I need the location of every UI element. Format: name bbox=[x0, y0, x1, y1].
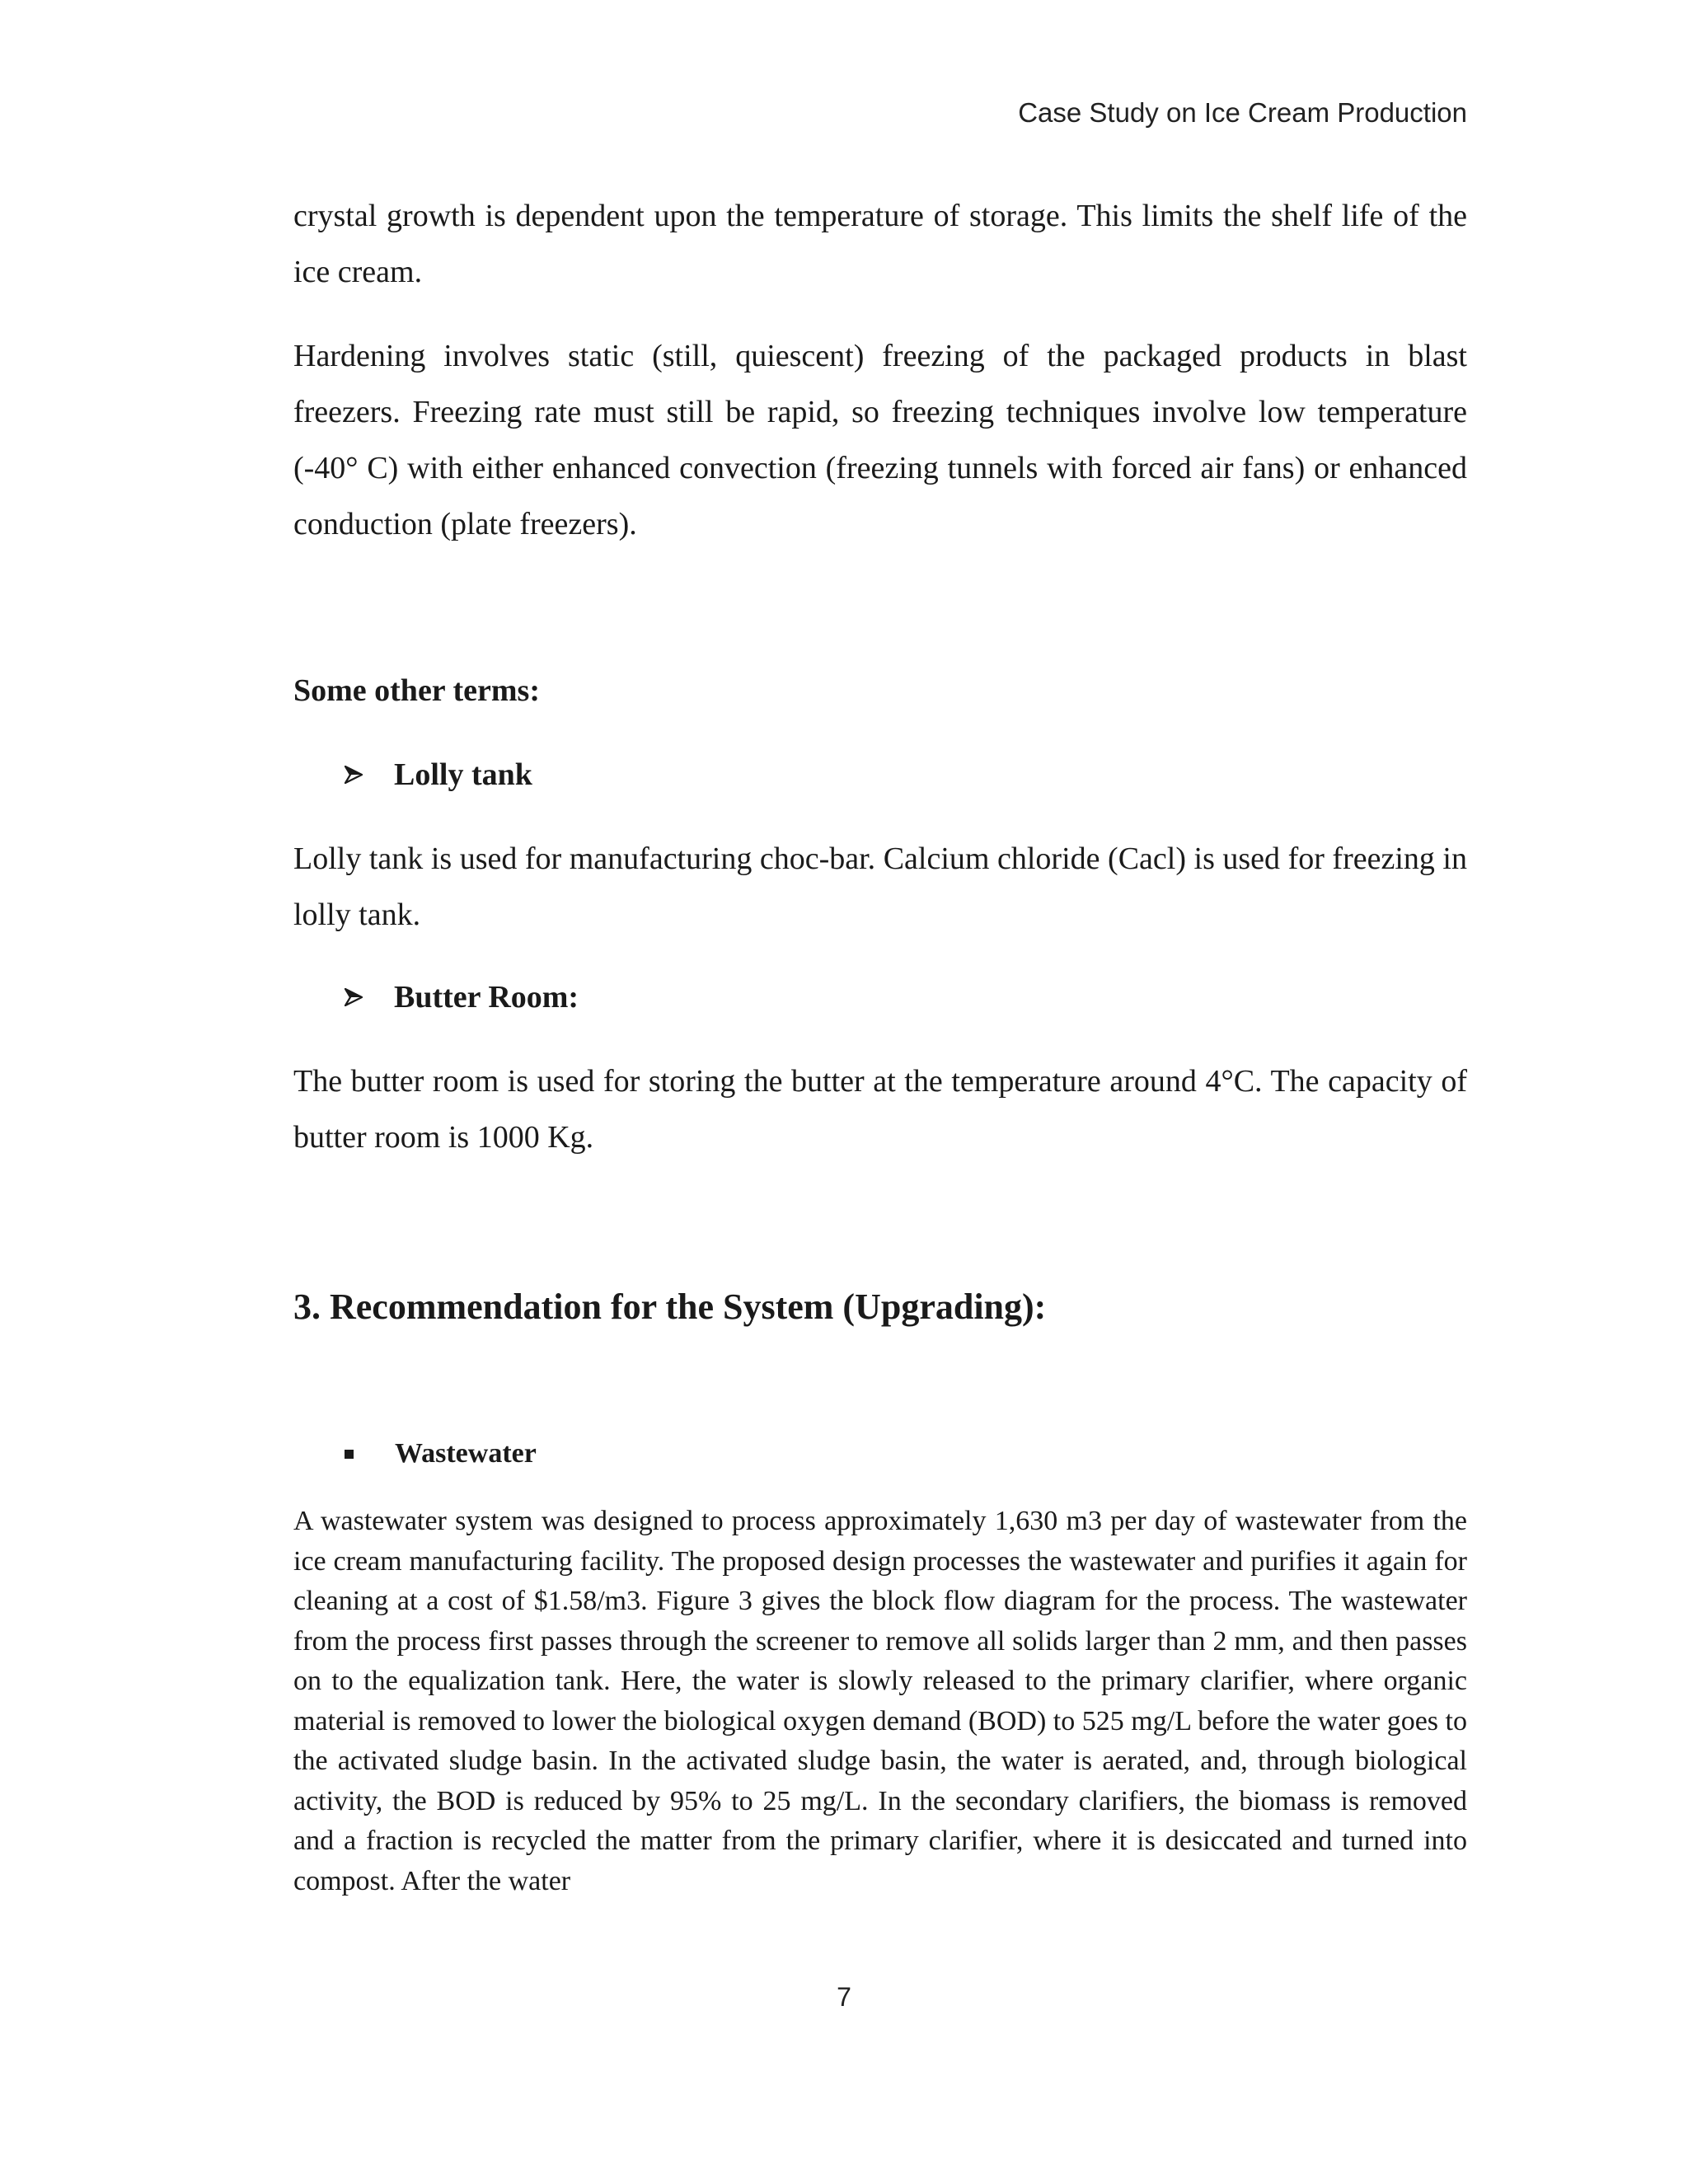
paragraph-block-hardening bbox=[293, 328, 1467, 552]
square-bullet-icon bbox=[345, 1450, 354, 1459]
wastewater-text: A wastewater system was designed to process approximately 1,630 m3 per day of wastewater from the ice cream manufacturing facility. The proposed design processes the wastewater and purifies it again for cleaning at a cost of $1.58/m3. Figure 3 gives the block flow diagram for the process. The wastewater from the process first passes through the screener to remove all solids larger than 2 mm, and then passes on to the equalization tank. Here, the water is slowly released to the primary clarifier, where organic material is removed to lower the biological oxygen demand (BOD) to 525 mg/L before the water goes to the activated sludge basin. In the activated sludge basin, the water is aerated, and, through biological activity, the BOD is reduced by 95% to 25 mg/L. In the secondary clarifiers, the biomass is removed and a fraction is recycled the matter from the primary clarifier, where it is desiccated and turned into compost. After the water bbox=[293, 1506, 1467, 1896]
main-content bbox=[293, 188, 1467, 300]
section-3-heading: 3. Recommendation for the System (Upgrading): bbox=[293, 1286, 1047, 1327]
bullet-row-lolly-tank bbox=[293, 747, 1467, 803]
running-header: Case Study on Ice Cream Production bbox=[1018, 97, 1467, 128]
lolly-tank-label: Lolly tank bbox=[394, 757, 532, 792]
arrowhead-bullet-icon bbox=[345, 988, 363, 1006]
wastewater-label: Wastewater bbox=[395, 1438, 537, 1469]
page-number: 7 bbox=[837, 1982, 851, 2012]
butter-room-text: The butter room is used for storing the butter at the temperature around 4°C. The capacity of butter room is 1000 Kg. bbox=[293, 1064, 1467, 1155]
bullet-row-wastewater bbox=[293, 1434, 1467, 1474]
section-3-heading-block bbox=[293, 1282, 1467, 1332]
wastewater-text-block bbox=[293, 1502, 1467, 1901]
butter-room-bullet bbox=[293, 969, 1467, 1025]
wastewater-bullet bbox=[293, 1434, 1467, 1474]
lolly-tank-text: Lolly tank is used for manufacturing choc-bar. Calcium chloride (Cacl) is used for freezing in lolly tank. bbox=[293, 841, 1467, 932]
lolly-tank-text-block bbox=[293, 831, 1467, 943]
paragraph-crystal-growth: crystal growth is dependent upon the temperature of storage. This limits the shelf life of the ice cream. bbox=[293, 199, 1467, 289]
butter-room-text-block bbox=[293, 1053, 1467, 1165]
bullet-row-butter-room bbox=[293, 969, 1467, 1025]
arrowhead-bullet-icon bbox=[345, 766, 363, 784]
terms-heading-block bbox=[293, 663, 1467, 719]
paragraph-hardening: Hardening involves static (still, quiescent) freezing of the packaged products in blast freezers. Freezing rate must still be rapid, so freezing techniques involve low temperature (-40° C) with either enhanced convection (freezing tunnels with forced air fans) or enhanced conduction (plate freezers). bbox=[293, 339, 1467, 541]
terms-heading: Some other terms: bbox=[293, 673, 540, 708]
lolly-tank-bullet bbox=[293, 747, 1467, 803]
butter-room-label: Butter Room: bbox=[394, 980, 579, 1015]
